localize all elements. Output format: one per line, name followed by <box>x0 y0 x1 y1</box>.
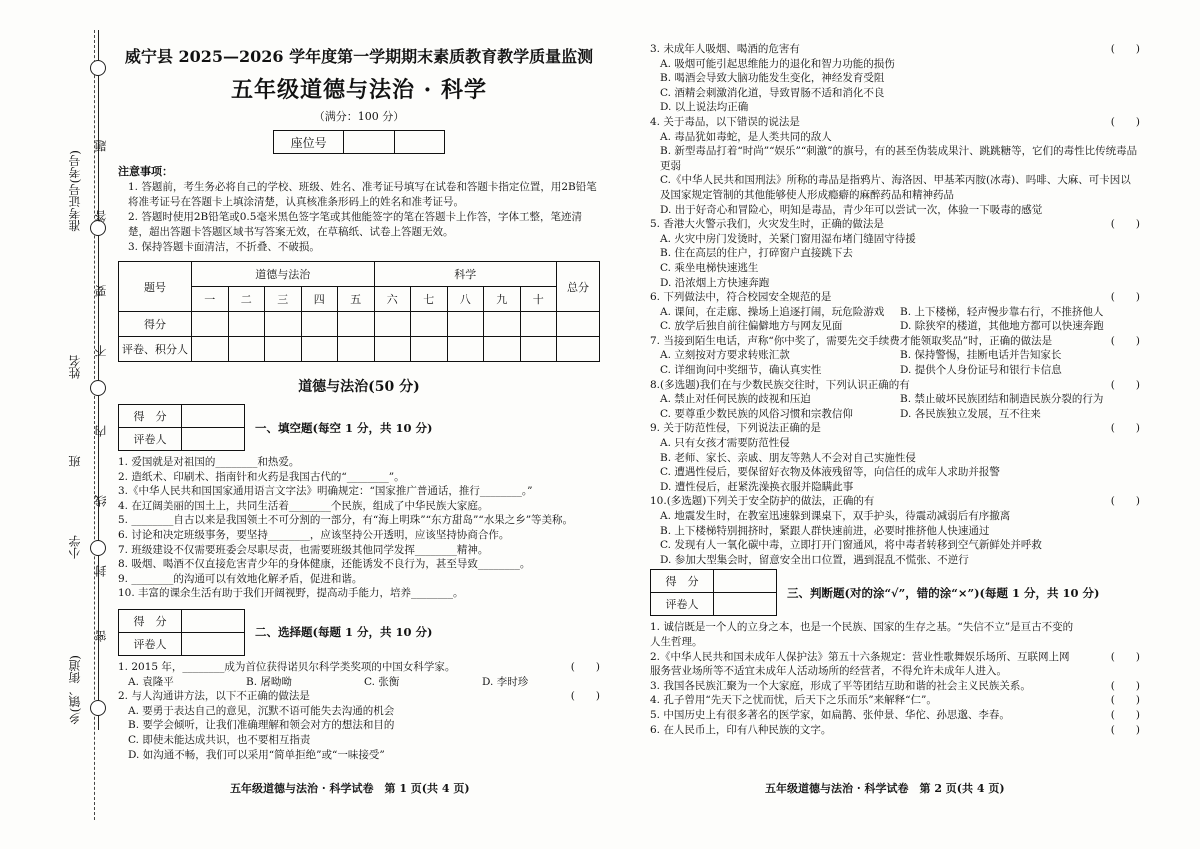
choice-question <box>650 115 1140 130</box>
choice-question <box>650 494 1140 509</box>
score-table-number: 十 <box>520 287 557 312</box>
score-box-cell[interactable] <box>714 570 777 593</box>
option[interactable]: A. 立刻按对方要求转账汇款 <box>660 349 790 362</box>
class-label: 班 <box>68 455 82 467</box>
question-stem: 10.(多选题)下列关于安全防护的做法，正确的有 <box>650 495 875 508</box>
page-footer-left: 五年级道德与法治 · 科学试卷 第 1 页(共 4 页) <box>230 782 470 795</box>
score-cell[interactable] <box>265 312 302 337</box>
part2-header <box>118 609 600 656</box>
name-label: 姓名 <box>68 355 82 379</box>
grader-cell[interactable] <box>557 337 600 362</box>
score-cell[interactable] <box>374 312 411 337</box>
notice-title: 注意事项： <box>118 165 173 178</box>
fill-question: 2. 造纸术、印刷术、指南针和火药是我国古代的“________”。 <box>118 470 405 483</box>
grader-cell[interactable] <box>338 337 375 362</box>
exam-title: 威宁县 2025—2026 学年度第一学期期末素质教育教学质量监测 <box>124 47 594 66</box>
score-table-number: 七 <box>411 287 448 312</box>
score-box <box>650 569 777 616</box>
option[interactable]: B. 保持警惕，挂断电话并告知家长 <box>900 349 1062 362</box>
option[interactable]: B. 禁止破坏民族团结和制造民族分裂的行为 <box>900 393 1104 406</box>
answer-paren[interactable]: ( ) <box>1110 378 1140 391</box>
score-row-label: 得分 <box>119 312 192 337</box>
choice-question <box>118 689 600 704</box>
question-stem: 3. 未成年人吸烟、喝酒的危害有 <box>650 43 800 55</box>
score-table-number: 八 <box>447 287 484 312</box>
part2-questions-right <box>650 42 1140 567</box>
option[interactable]: B. 上下楼梯，轻声慢步靠右行，不推挤他人 <box>900 305 1104 318</box>
score-table-header: 道德与法治 <box>192 262 375 287</box>
seal-word: 封 <box>94 565 108 577</box>
seal-word: 密 <box>94 630 108 642</box>
answer-paren[interactable]: ( ) <box>1110 422 1140 435</box>
option[interactable]: D. 除狭窄的楼道，其他地方都可以快速奔跑 <box>900 320 1104 333</box>
option[interactable]: D. 提供个人身份证号和银行卡信息 <box>900 364 1062 377</box>
grader-cell[interactable] <box>228 337 265 362</box>
grader-cell[interactable] <box>484 337 521 362</box>
question-stem: 2.《中华人民共和国未成年人保护法》第五十六条规定：营业性歌舞娱乐场所、互联网上网服务营业场所等不适宜未成年人活动场所的经营者，不得允许未成年人进入。 <box>650 650 1070 678</box>
option[interactable]: C.《中华人民共和国刑法》所称的毒品是指鸦片、海洛因、甲基苯丙胺(冰毒)、吗啡、大麻、可卡因以及国家规定管制的其他能够使人形成瘾癖的麻醉药品和精神药品 <box>660 174 1131 201</box>
grader-cell[interactable] <box>520 337 557 362</box>
option[interactable]: D. 沿浓烟上方快速奔跑 <box>660 276 770 289</box>
choice-question <box>650 290 1140 305</box>
answer-paren[interactable]: ( ) <box>1110 115 1140 128</box>
seat-cell[interactable] <box>395 131 444 153</box>
answer-paren[interactable]: ( ) <box>1110 650 1140 663</box>
option[interactable]: B. 屠呦呦 <box>246 675 292 688</box>
score-table-header: 科学 <box>374 262 557 287</box>
option[interactable]: D. 遭性侵后，赶紧洗澡换衣服并隐瞒此事 <box>660 480 854 493</box>
judge-question <box>650 723 1140 738</box>
seal-word: 不 <box>94 345 108 357</box>
question-stem: 2. 与人沟通讲方法，以下不正确的做法是 <box>118 690 310 703</box>
option[interactable]: C. 发现有人一氧化碳中毒，立即打开门窗通风，将中毒者转移到空气新鲜处并呼救 <box>660 539 1042 552</box>
question-stem: 1. 2015 年，________成为首位获得诺贝尔科学类奖项的中国女科学家。 <box>118 660 456 673</box>
option[interactable]: C. 遭遇性侵后，要保留好衣物及体液残留等，向信任的成年人求助并报警 <box>660 466 1000 479</box>
option[interactable]: B. 要学会倾听，让我们准确理解和领会对方的想法和目的 <box>128 719 395 732</box>
options <box>118 675 600 690</box>
score-box <box>118 609 245 656</box>
binding-hole <box>90 700 106 716</box>
option[interactable]: A. 只有女孩才需要防范性侵 <box>660 437 790 450</box>
grader-box-cell[interactable] <box>182 632 245 655</box>
score-table-number: 五 <box>338 287 375 312</box>
seat-label: 座位号 <box>274 131 344 153</box>
binding-hole <box>90 220 106 236</box>
option[interactable]: B. 新型毒品打着“时尚”“娱乐”“刺激”的旗号，有的甚至伪装成果汁、跳跳糖等，它们的毒性比传统毒品更弱 <box>660 145 1138 172</box>
question-stem: 1. 诚信既是一个人的立身之本，也是一个民族、国家的生存之基。“失信不立”是亘古不变的人生哲理。 <box>650 621 1074 648</box>
option[interactable]: B. 老师、家长、亲戚、朋友等熟人不会对自己实施性侵 <box>660 451 916 464</box>
binding-hole <box>90 540 106 556</box>
grader-box-cell[interactable] <box>182 428 245 451</box>
grader-box-label: 评卷人 <box>119 632 182 655</box>
option[interactable]: A. 吸烟可能引起思维能力的退化和智力功能的损伤 <box>660 57 895 70</box>
part1-header <box>118 404 600 451</box>
question-stem: 6. 下列做法中，符合校园安全规范的是 <box>650 291 832 304</box>
notice-item: 1. 答题前，考生务必将自己的学校、班级、姓名、准考证号填写在试卷和答题卡指定位置，用2B铅笔将准考证号在答题卡上填涂清楚，认真核准条形码上的姓名和准考证号。 <box>128 181 597 208</box>
judge-question <box>650 708 1140 723</box>
option[interactable]: D. 李时珍 <box>482 675 529 688</box>
fill-question: 6. 讨论和决定班级事务，要坚持________，应该坚持公开透明，应该坚持协商合作。 <box>118 528 510 541</box>
answer-paren[interactable]: ( ) <box>1110 679 1140 692</box>
fill-question: 5. ________自古以来是我国领土不可分割的一部分，有“海上明珠”“东方甜岛”“水果之乡”等美称。 <box>118 514 574 527</box>
seal-word: 内 <box>94 425 108 437</box>
grader-cell[interactable] <box>411 337 448 362</box>
fill-question: 8. 吸烟、喝酒不仅直接危害青少年的身体健康，还能诱发不良行为，甚至导致________。 <box>118 558 531 571</box>
grader-row-label: 评卷、积分人 <box>119 337 192 362</box>
score-box <box>118 404 245 451</box>
judge-question <box>650 679 1140 694</box>
answer-paren[interactable]: ( ) <box>570 690 600 703</box>
subject-title: 五年级道德与法治 · 科学 <box>231 77 487 103</box>
option[interactable]: A. 禁止对任何民族的歧视和压迫 <box>660 393 811 406</box>
option[interactable]: A. 课间，在走廊、操场上追逐打闹，玩危险游戏 <box>660 305 885 318</box>
part3-header <box>650 569 1140 616</box>
fill-question: 4. 在辽阔美丽的国土上，共同生活着________个民族，组成了中华民族大家庭。 <box>118 499 489 512</box>
judge-question <box>650 650 1140 679</box>
option[interactable]: A. 毒品犹如毒蛇，是人类共同的敌人 <box>660 130 832 143</box>
notice <box>118 164 600 255</box>
full-score: （满分：100 分） <box>313 110 405 123</box>
part2-questions-left <box>118 660 600 762</box>
question-stem: 4. 孔子曾用“先天下之忧而忧，后天下之乐而乐”来解释“仁”。 <box>650 694 937 707</box>
grader-cell[interactable] <box>447 337 484 362</box>
option[interactable]: A. 要勇于表达自己的意见，沉默不语可能失去沟通的机会 <box>128 704 395 717</box>
grader-box-label: 评卷人 <box>119 428 182 451</box>
grader-box-label: 评卷人 <box>651 593 714 616</box>
grader-cell[interactable] <box>301 337 338 362</box>
option[interactable]: B. 喝酒会导致大脑功能发生变化，神经发育受阻 <box>660 72 885 85</box>
score-cell[interactable] <box>338 312 375 337</box>
score-box-cell[interactable] <box>182 609 245 632</box>
choice-question <box>650 42 1140 57</box>
options <box>650 305 1140 334</box>
option[interactable]: C. 放学后独自前往偏僻地方与网友见面 <box>660 320 843 333</box>
score-table-number: 六 <box>374 287 411 312</box>
answer-paren[interactable]: ( ) <box>1110 723 1140 736</box>
score-box-label: 得 分 <box>119 405 182 428</box>
score-cell[interactable] <box>484 312 521 337</box>
option[interactable]: C. 详细询问中奖细节，确认真实性 <box>660 364 822 377</box>
left-column <box>118 38 600 762</box>
option[interactable]: D. 参加大型集会时，留意安全出口位置，遇到混乱不慌张、不逆行 <box>660 553 969 566</box>
question-stem: 5. 中国历史上有很多著名的医学家，如扁鹊、张仲景、华佗、孙思邈、李春。 <box>650 708 1010 721</box>
score-cell[interactable] <box>192 312 229 337</box>
school-label: 小学 <box>68 535 82 559</box>
option[interactable]: D. 以上说法均正确 <box>660 101 749 114</box>
notice-item: 3. 保持答题卡面清洁，不折叠、不破损。 <box>128 241 320 253</box>
score-cell[interactable] <box>520 312 557 337</box>
seal-word: 题 <box>94 140 108 152</box>
seal-word: 答 <box>94 210 108 222</box>
answer-paren[interactable]: ( ) <box>1110 218 1140 231</box>
question-stem: 6. 在人民币上，印有八种民族的文字。 <box>650 723 832 736</box>
score-table-number: 四 <box>301 287 338 312</box>
judge-question <box>650 620 1140 649</box>
answer-paren[interactable]: ( ) <box>1110 495 1140 508</box>
question-stem: 8.(多选题)我们在与少数民族交往时，下列认识正确的有 <box>650 378 910 391</box>
score-table-header: 总分 <box>557 262 600 312</box>
score-box-label: 得 分 <box>119 609 182 632</box>
choice-question <box>650 378 1140 393</box>
score-table-number: 二 <box>228 287 265 312</box>
option[interactable]: C. 张衡 <box>364 675 400 688</box>
score-table <box>118 261 600 362</box>
option[interactable]: D. 出于好奇心和冒险心，明知是毒品，青少年可以尝试一次，体验一下吸毒的感觉 <box>660 203 1043 216</box>
grader-cell[interactable] <box>192 337 229 362</box>
answer-paren[interactable]: ( ) <box>570 660 600 673</box>
score-box-label: 得 分 <box>651 570 714 593</box>
score-cell[interactable] <box>228 312 265 337</box>
option[interactable]: C. 乘坐电梯快速逃生 <box>660 261 759 274</box>
seat-box <box>273 130 445 154</box>
score-table-number: 一 <box>192 287 229 312</box>
score-cell[interactable] <box>301 312 338 337</box>
fill-question: 1. 爱国就是对祖国的________和热爱。 <box>118 456 300 468</box>
answer-paren[interactable]: ( ) <box>1110 334 1140 347</box>
choice-question <box>650 334 1140 349</box>
question-stem: 4. 关于毒品，以下错误的说法是 <box>650 115 800 128</box>
option[interactable]: A. 袁隆平 <box>128 675 174 688</box>
answer-paren[interactable]: ( ) <box>1110 43 1140 55</box>
seal-word: 要 <box>94 285 108 297</box>
grader-cell[interactable] <box>374 337 411 362</box>
option[interactable]: C. 酒精会刺激消化道，导致胃肠不适和消化不良 <box>660 86 885 99</box>
binding-hole <box>90 60 106 76</box>
option[interactable]: D. 如沟通不畅，我们可以采用“简单拒绝”或“一味接受” <box>128 748 385 761</box>
part3-questions <box>650 620 1140 737</box>
options <box>650 392 1140 421</box>
binding-hole <box>90 380 106 396</box>
score-cell[interactable] <box>447 312 484 337</box>
notice-item: 2. 答题时使用2B铅笔或0.5毫米黑色签字笔或其他能签字的笔在答题卡上作答，字体工整，笔迹清楚，超出答题卡答题区域书写答案无效，在草稿纸、试卷上答题无效。 <box>128 211 582 238</box>
fill-question: 9. ________的沟通可以有效地化解矛盾，促进和谐。 <box>118 572 363 585</box>
answer-paren[interactable]: ( ) <box>1110 291 1140 304</box>
part1-heading: 一、填空题(每空 1 分，共 10 分) <box>255 420 433 435</box>
part3-heading: 三、判断题(对的涂“√”，错的涂“×”)(每题 1 分，共 10 分) <box>787 585 1100 600</box>
answer-paren[interactable]: ( ) <box>1110 694 1140 707</box>
answer-paren[interactable]: ( ) <box>1110 708 1140 721</box>
score-table-number: 三 <box>265 287 302 312</box>
score-table-header: 题号 <box>119 262 192 312</box>
question-stem: 3. 我国各民族汇聚为一个大家庭，形成了平等团结互助和谐的社会主义民族关系。 <box>650 679 1031 692</box>
choice-question <box>118 660 600 675</box>
grader-cell[interactable] <box>265 337 302 362</box>
seat-cell[interactable] <box>344 131 394 153</box>
town-label: 乡(镇、街道) <box>68 655 82 725</box>
score-box-cell[interactable] <box>182 405 245 428</box>
option[interactable]: C. 即使未能达成共识，也不要相互指责 <box>128 733 311 746</box>
option[interactable]: A. 火灾中房门发烫时，关紧门窗用湿布堵门缝固守待援 <box>660 232 916 245</box>
score-cell[interactable] <box>557 312 600 337</box>
fill-question: 3.《中华人民共和国国家通用语言文字法》明确规定：“国家推广普通话，推行________。” <box>118 485 533 498</box>
section-heading: 道德与法治(50 分) <box>298 379 420 395</box>
exam-number-label: 准考证号(考号) <box>68 150 82 232</box>
score-cell[interactable] <box>411 312 448 337</box>
seal-word: 线 <box>94 495 108 507</box>
part1-questions <box>118 455 600 601</box>
judge-question <box>650 693 1140 708</box>
option[interactable]: D. 各民族独立发展，互不往来 <box>900 407 1041 420</box>
choice-question <box>650 217 1140 232</box>
part2-heading: 二、选择题(每题 1 分，共 10 分) <box>255 625 433 640</box>
option[interactable]: B. 住在高层的住户，打碎窗户直接跳下去 <box>660 247 853 260</box>
options <box>650 348 1140 377</box>
question-stem: 7. 当接到陌生电话，声称“你中奖了，需要先交手续费才能领取奖品”时，正确的做法是 <box>650 334 1053 347</box>
right-column <box>650 42 1140 737</box>
fill-question: 7. 班级建设不仅需要班委会尽职尽责，也需要班级其他同学发挥________精神。 <box>118 543 489 556</box>
question-stem: 9. 关于防范性侵，下列说法正确的是 <box>650 422 821 435</box>
option[interactable]: B. 上下楼梯特别拥挤时，紧跟人群快速前进，必要时推挤他人快速通过 <box>660 524 990 537</box>
option[interactable]: C. 要尊重少数民族的风俗习惯和宗教信仰 <box>660 407 853 420</box>
page-footer-right: 五年级道德与法治 · 科学试卷 第 2 页(共 4 页) <box>765 782 1005 795</box>
option[interactable]: A. 地震发生时，在教室迅速躲到课桌下，双手护头，待震动减弱后有序撤离 <box>660 510 1011 522</box>
grader-box-cell[interactable] <box>714 593 777 616</box>
choice-question <box>650 421 1140 436</box>
score-table-number: 九 <box>484 287 521 312</box>
fill-question: 10. 丰富的课余生活有助于我们开阔视野，提高动手能力，培养________。 <box>118 587 464 600</box>
question-stem: 5. 香港大火警示我们，火灾发生时，正确的做法是 <box>650 218 884 231</box>
